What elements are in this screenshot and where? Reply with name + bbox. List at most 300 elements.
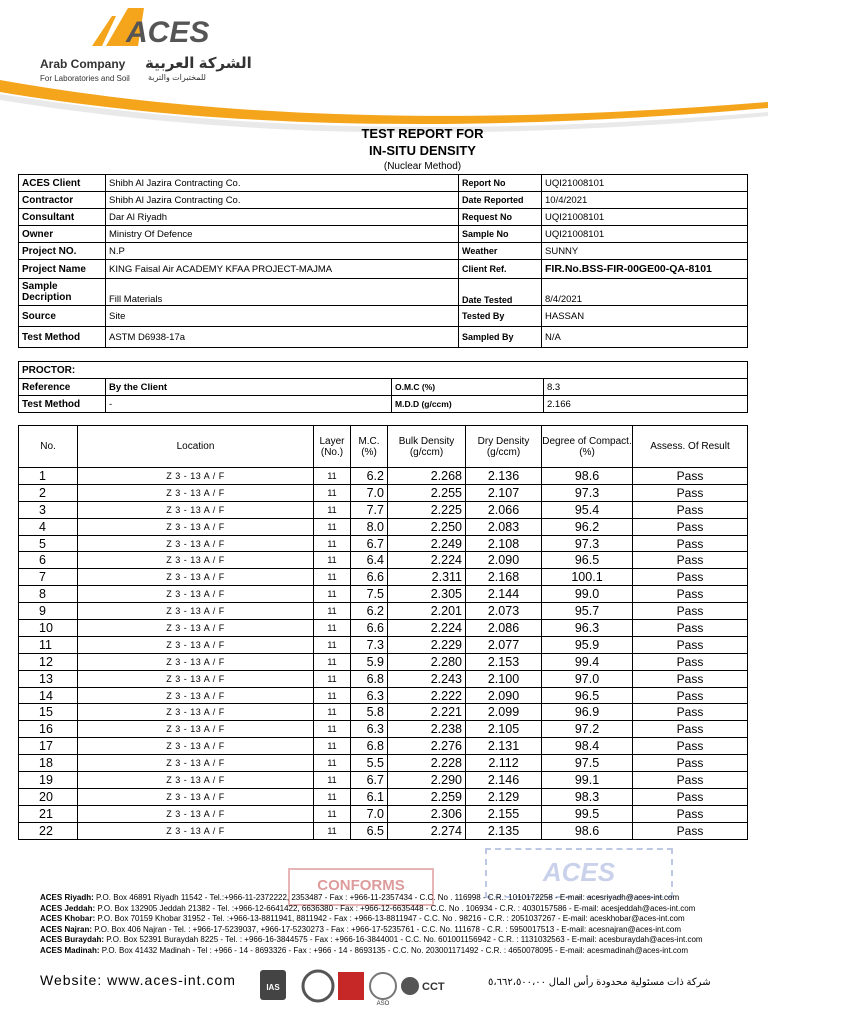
cell-mc: 6.8 [351,670,388,687]
table-row [19,468,748,485]
cell-no: 6 [19,552,78,569]
cell-compaction: 96.5 [542,687,633,704]
col-header-location: Location [78,426,314,468]
table-row [19,535,748,552]
info-label: Client Ref. [459,260,542,279]
cell-layer: 11 [314,687,351,704]
branch-address-row [40,904,703,915]
red-badge-icon [338,972,364,1000]
cell-mc: 5.9 [351,653,388,670]
cell-mc: 6.6 [351,569,388,586]
cell-bulk-density: 2.306 [388,805,466,822]
cell-no: 22 [19,822,78,839]
info-value: ASTM D6938-17a [106,327,459,348]
proctor-value: By the Client [106,379,392,396]
company-name-ar: الشركة العربية [145,55,252,72]
cell-no: 18 [19,755,78,772]
cell-dry-density: 2.086 [466,620,542,637]
cell-no: 11 [19,636,78,653]
cell-no: 10 [19,620,78,637]
branch-name: ACES Riyadh: [40,893,94,902]
company-tagline-ar: للمختبرات والتربة [148,73,206,82]
proctor-label: Reference [19,379,106,396]
results-header-row [19,426,748,468]
cct-badge-icon [401,977,419,995]
cell-layer: 11 [314,569,351,586]
report-method-note: (Nuclear Method) [383,161,462,172]
table-row [19,586,748,603]
cell-location: Z 3 - 13 A / F [78,721,314,738]
table-row [19,552,748,569]
info-label: Date Reported [459,192,542,209]
cell-no: 7 [19,569,78,586]
table-row [19,653,748,670]
table-row [19,501,748,518]
cell-layer: 11 [314,670,351,687]
cell-dry-density: 2.100 [466,670,542,687]
cell-result: Pass [633,788,748,805]
info-value: N/A [542,327,748,348]
info-label: Consultant [19,209,106,226]
branch-details: P.O. Box 46891 Riyadh 11542 - Tel.:+966-11-2372222, 2353487 - Fax : +966-11-2357434 - C.C. No . 116998 - C.R.: 1010172258 - E-mail: acesriyadh@aces-int.com [96,893,680,902]
cell-result: Pass [633,535,748,552]
cell-layer: 11 [314,518,351,535]
cell-location: Z 3 - 13 A / F [78,670,314,687]
table-row [19,822,748,839]
cell-dry-density: 2.129 [466,788,542,805]
info-value: Dar Al Riyadh [106,209,459,226]
cell-compaction: 97.0 [542,670,633,687]
col-header-layer: Layer (No.) [314,426,351,468]
cell-location: Z 3 - 13 A / F [78,755,314,772]
info-label: Test Method [19,327,106,348]
col-header-bulk-density: Bulk Density (g/ccm) [388,426,466,468]
info-label: Project NO. [19,243,106,260]
cell-result: Pass [633,704,748,721]
cell-location: Z 3 - 13 A / F [78,805,314,822]
cell-dry-density: 2.144 [466,586,542,603]
cell-mc: 7.0 [351,484,388,501]
cell-mc: 6.2 [351,468,388,485]
cell-dry-density: 2.073 [466,603,542,620]
cell-dry-density: 2.155 [466,805,542,822]
cell-dry-density: 2.083 [466,518,542,535]
info-row [19,175,748,192]
cell-layer: 11 [314,535,351,552]
cell-no: 4 [19,518,78,535]
info-row [19,327,748,348]
cell-location: Z 3 - 13 A / F [78,822,314,839]
info-value: N.P [106,243,459,260]
company-name-en: Arab Company [40,57,126,71]
table-row [19,687,748,704]
branch-details: P.O. Box 132905 Jeddah 21382 - Tel. :+966-12-6641422, 6636380 - Fax : +966-12-6635448 - C.C. No . 106934 - C.R. : 4030157586 - E-mail: acesjeddah@aces-int.com [97,903,696,913]
cell-location: Z 3 - 13 A / F [78,552,314,569]
cell-bulk-density: 2.311 [388,569,466,586]
cell-mc: 6.4 [351,552,388,569]
branch-details: P.O. Box 406 Najran - Tel. : +966-17-5239037, +966-17-5230273 - Fax : +966-17-5235761 - C.C. No. 111678 - C.R. : 5950017513 - E-mail: acesnajran@aces-int.com [94,924,682,934]
cell-compaction: 96.9 [542,704,633,721]
proctor-row [19,379,748,396]
proctor-row [19,396,748,413]
cell-location: Z 3 - 13 A / F [78,569,314,586]
cell-layer: 11 [314,755,351,772]
info-row [19,279,748,306]
cell-dry-density: 2.135 [466,822,542,839]
branch-address-row [40,893,703,904]
branch-name: ACES Buraydah: [40,935,105,945]
info-value: UQI21008101 [542,175,748,192]
info-label: Sample Decription [19,279,106,306]
aces-logo [88,6,210,50]
cell-compaction: 95.4 [542,501,633,518]
info-value: FIR.No.BSS-FIR-00GE00-QA-8101 [542,260,748,279]
cell-bulk-density: 2.201 [388,603,466,620]
cell-result: Pass [633,687,748,704]
cell-bulk-density: 2.250 [388,518,466,535]
cell-dry-density: 2.099 [466,704,542,721]
cell-dry-density: 2.090 [466,552,542,569]
cell-compaction: 96.2 [542,518,633,535]
cell-compaction: 98.3 [542,788,633,805]
table-row [19,772,748,789]
cell-mc: 6.3 [351,721,388,738]
cell-compaction: 96.3 [542,620,633,637]
arabic-capital-note: شركة ذات مسئولية محدودة رأس المال ٥،٦٦٢،٥٠٠،٠٠ [488,977,711,988]
cell-no: 5 [19,535,78,552]
table-row [19,636,748,653]
cell-no: 19 [19,772,78,789]
col-header-compaction: Degree of Compact. (%) [542,426,633,468]
cell-compaction: 97.5 [542,755,633,772]
cell-compaction: 99.0 [542,586,633,603]
cell-compaction: 98.6 [542,468,633,485]
cell-dry-density: 2.131 [466,738,542,755]
badge-aso-label: ASO [376,1001,390,1007]
cell-bulk-density: 2.221 [388,704,466,721]
cell-compaction: 99.1 [542,772,633,789]
cell-bulk-density: 2.229 [388,636,466,653]
website-text: Website: www.aces-int.com [40,972,236,988]
cell-compaction: 95.7 [542,603,633,620]
cell-no: 17 [19,738,78,755]
cell-layer: 11 [314,586,351,603]
cell-location: Z 3 - 13 A / F [78,636,314,653]
cell-layer: 11 [314,738,351,755]
info-label: Owner [19,226,106,243]
cell-result: Pass [633,822,748,839]
cell-layer: 11 [314,484,351,501]
report-title: TEST REPORT FOR [361,126,484,141]
cell-no: 8 [19,586,78,603]
table-row [19,670,748,687]
cell-location: Z 3 - 13 A / F [78,535,314,552]
cell-mc: 7.3 [351,636,388,653]
cell-location: Z 3 - 13 A / F [78,586,314,603]
cell-bulk-density: 2.259 [388,788,466,805]
results-body [19,468,748,840]
cell-mc: 6.3 [351,687,388,704]
cell-layer: 11 [314,772,351,789]
logo-text: ACES [126,16,210,49]
proctor-label: Test Method [19,396,106,413]
cell-location: Z 3 - 13 A / F [78,620,314,637]
cell-bulk-density: 2.225 [388,501,466,518]
cell-result: Pass [633,569,748,586]
info-value: HASSAN [542,306,748,327]
table-row [19,805,748,822]
cell-mc: 7.0 [351,805,388,822]
cell-layer: 11 [314,721,351,738]
aso-badge-icon [370,973,396,999]
info-value: UQI21008101 [542,226,748,243]
table-row [19,603,748,620]
cell-bulk-density: 2.274 [388,822,466,839]
info-label: Report No [459,175,542,192]
proctor-value: 8.3 [544,379,748,396]
cell-compaction: 96.5 [542,552,633,569]
cell-mc: 6.7 [351,772,388,789]
cell-layer: 11 [314,603,351,620]
proctor-heading: PROCTOR: [19,362,748,379]
cell-location: Z 3 - 13 A / F [78,687,314,704]
q-badge-icon [303,971,333,1001]
cell-dry-density: 2.168 [466,569,542,586]
info-value: UQI21008101 [542,209,748,226]
branch-name: ACES Jeddah: [40,903,96,913]
cell-dry-density: 2.090 [466,687,542,704]
cell-location: Z 3 - 13 A / F [78,788,314,805]
conforms-stamp: CONFORMS [288,868,434,906]
cell-result: Pass [633,721,748,738]
cell-mc: 6.1 [351,788,388,805]
cell-mc: 5.5 [351,755,388,772]
cell-location: Z 3 - 13 A / F [78,772,314,789]
info-label: Contractor [19,192,106,209]
cell-compaction: 97.3 [542,484,633,501]
cell-bulk-density: 2.222 [388,687,466,704]
badge-ias-label: IAS [266,983,280,992]
cell-location: Z 3 - 13 A / F [78,603,314,620]
cell-no: 15 [19,704,78,721]
aces-stamp [485,848,673,898]
cell-compaction: 98.4 [542,738,633,755]
info-value: Site [106,306,459,327]
cell-location: Z 3 - 13 A / F [78,468,314,485]
info-value: Fill Materials [106,279,459,306]
cell-mc: 7.5 [351,586,388,603]
branch-address-row [40,935,703,946]
badge-cct-label: CCT [422,981,445,993]
cell-bulk-density: 2.228 [388,755,466,772]
cell-result: Pass [633,468,748,485]
cell-location: Z 3 - 13 A / F [78,518,314,535]
info-label: Sampled By [459,327,542,348]
cell-bulk-density: 2.238 [388,721,466,738]
branch-name: ACES Najran: [40,924,93,934]
cell-location: Z 3 - 13 A / F [78,501,314,518]
info-label: Project Name [19,260,106,279]
info-label: Source [19,306,106,327]
cell-layer: 11 [314,552,351,569]
cell-compaction: 100.1 [542,569,633,586]
cell-dry-density: 2.153 [466,653,542,670]
cell-result: Pass [633,552,748,569]
cell-no: 12 [19,653,78,670]
col-header-mc: M.C. (%) [351,426,388,468]
proctor-row [19,362,748,379]
cell-dry-density: 2.108 [466,535,542,552]
cell-layer: 11 [314,501,351,518]
cell-result: Pass [633,636,748,653]
cell-dry-density: 2.136 [466,468,542,485]
branch-name: ACES Madinah: [40,945,100,955]
cell-result: Pass [633,670,748,687]
cell-result: Pass [633,603,748,620]
cell-mc: 8.0 [351,518,388,535]
cell-no: 13 [19,670,78,687]
cell-location: Z 3 - 13 A / F [78,484,314,501]
cell-dry-density: 2.066 [466,501,542,518]
table-row [19,738,748,755]
proctor-label: M.D.D (g/ccm) [392,396,544,413]
cell-mc: 5.8 [351,704,388,721]
info-value: Shibh Al Jazira Contracting Co. [106,175,459,192]
info-value: Shibh Al Jazira Contracting Co. [106,192,459,209]
cell-no: 2 [19,484,78,501]
cell-dry-density: 2.112 [466,755,542,772]
cell-dry-density: 2.146 [466,772,542,789]
cell-bulk-density: 2.276 [388,738,466,755]
cell-result: Pass [633,484,748,501]
info-value: SUNNY [542,243,748,260]
branch-addresses [40,893,703,957]
cell-bulk-density: 2.255 [388,484,466,501]
cell-compaction: 97.2 [542,721,633,738]
cell-layer: 11 [314,636,351,653]
cell-bulk-density: 2.243 [388,670,466,687]
cell-result: Pass [633,755,748,772]
col-header-no: No. [19,426,78,468]
info-row [19,243,748,260]
info-label: Tested By [459,306,542,327]
cell-layer: 11 [314,468,351,485]
cell-compaction: 95.9 [542,636,633,653]
table-row [19,518,748,535]
proctor-label: O.M.C (%) [392,379,544,396]
info-row [19,209,748,226]
cell-no: 14 [19,687,78,704]
table-row [19,755,748,772]
accreditation-badges [258,966,468,1006]
info-row [19,260,748,279]
info-value: 8/4/2021 [542,279,748,306]
cell-result: Pass [633,653,748,670]
cell-no: 1 [19,468,78,485]
info-label: Request No [459,209,542,226]
branch-address-row [40,925,703,936]
cell-bulk-density: 2.290 [388,772,466,789]
table-row [19,704,748,721]
info-value: KING Faisal Air ACADEMY KFAA PROJECT-MAJMA [106,260,459,279]
cell-mc: 6.7 [351,535,388,552]
cell-result: Pass [633,805,748,822]
table-row [19,620,748,637]
info-row [19,306,748,327]
cell-layer: 11 [314,822,351,839]
cell-mc: 6.8 [351,738,388,755]
info-label: Sample No [459,226,542,243]
cell-bulk-density: 2.305 [388,586,466,603]
branch-details: P.O. Box 70159 Khobar 31952 - Tel. :+966-13-8811941, 8811942 - Fax : +966-13-8811947 - C.C. No . 98216 - C.R. : 2051037267 - E-mail: aceskhobar@aces-int.com [97,914,685,924]
cell-layer: 11 [314,620,351,637]
info-value: 10/4/2021 [542,192,748,209]
cell-result: Pass [633,518,748,535]
cell-compaction: 99.5 [542,805,633,822]
table-row [19,788,748,805]
cell-location: Z 3 - 13 A / F [78,738,314,755]
cell-compaction: 98.6 [542,822,633,839]
cell-result: Pass [633,772,748,789]
col-header-dry-density: Dry Density (g/ccm) [466,426,542,468]
cell-bulk-density: 2.224 [388,620,466,637]
table-row [19,484,748,501]
report-subtitle: IN-SITU DENSITY [369,143,476,158]
cell-location: Z 3 - 13 A / F [78,704,314,721]
cell-mc: 7.7 [351,501,388,518]
cell-dry-density: 2.077 [466,636,542,653]
cell-bulk-density: 2.224 [388,552,466,569]
cell-dry-density: 2.105 [466,721,542,738]
cell-no: 16 [19,721,78,738]
table-row [19,721,748,738]
branch-name: ACES Khobar: [40,914,96,924]
cell-layer: 11 [314,805,351,822]
cell-bulk-density: 2.280 [388,653,466,670]
cell-compaction: 99.4 [542,653,633,670]
cell-mc: 6.5 [351,822,388,839]
cell-compaction: 97.3 [542,535,633,552]
cell-mc: 6.6 [351,620,388,637]
cell-dry-density: 2.107 [466,484,542,501]
branch-address-row [40,914,703,925]
cell-result: Pass [633,620,748,637]
cell-no: 21 [19,805,78,822]
proctor-table [18,361,748,413]
proctor-value: - [106,396,392,413]
cell-result: Pass [633,738,748,755]
cell-no: 9 [19,603,78,620]
branch-details: P.O. Box 52391 Buraydah 8225 - Tel. : +966-16-3844575 - Fax : +966-16-3844001 - C.C. No. 601001156942 - C.R. : 1131032563 - E-mail: acesburaydah@aces-int.com [106,935,703,945]
cell-location: Z 3 - 13 A / F [78,653,314,670]
info-row [19,192,748,209]
col-header-assessment: Assess. Of Result [633,426,748,468]
proctor-value: 2.166 [544,396,748,413]
info-value: Ministry Of Defence [106,226,459,243]
info-label: Date Tested [459,279,542,306]
cell-bulk-density: 2.268 [388,468,466,485]
report-info-table [18,174,748,348]
cell-no: 20 [19,788,78,805]
company-tagline-en: For Laboratories and Soil [40,74,130,83]
cell-mc: 6.2 [351,603,388,620]
table-row [19,569,748,586]
cell-bulk-density: 2.249 [388,535,466,552]
aces-stamp-text: ACES [542,857,616,887]
cell-layer: 11 [314,653,351,670]
cell-result: Pass [633,501,748,518]
info-label: Weather [459,243,542,260]
